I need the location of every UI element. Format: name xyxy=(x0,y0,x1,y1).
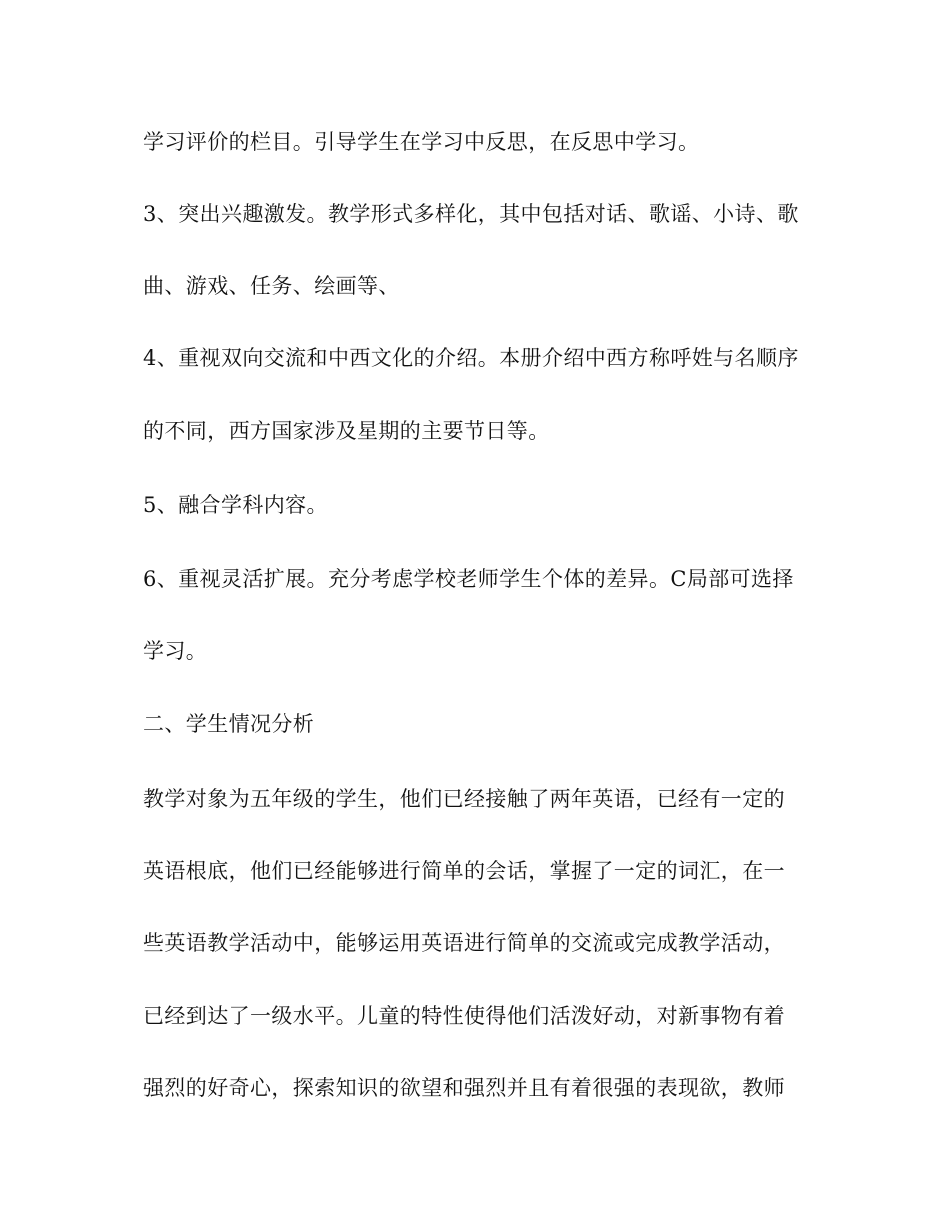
text-line: 曲、游戏、任务、绘画等、 xyxy=(143,274,400,298)
text-line: 已经到达了一级水平。儿童的特性使得他们活泼好动，对新事物有着 xyxy=(143,1004,785,1028)
text-line: 些英语教学活动中，能够运用英语进行简单的交流或完成教学活动， xyxy=(143,931,785,955)
text-line: 4、重视双向交流和中西文化的介绍。本册介绍中西方称呼姓与名顺序 xyxy=(143,346,799,370)
text-line: 的不同，西方国家涉及星期的主要节日等。 xyxy=(143,419,550,443)
text-line: 强烈的好奇心，探索知识的欲望和强烈并且有着很强的表现欲，教师 xyxy=(143,1076,785,1100)
text-line: 5、融合学科内容。 xyxy=(143,493,328,517)
text-line: 学习评价的栏目。引导学生在学习中反思，在反思中学习。 xyxy=(143,130,700,154)
text-line: 3、突出兴趣激发。教学形式多样化，其中包括对话、歌谣、小诗、歌 xyxy=(143,202,799,226)
text-line: 6、重视灵活扩展。充分考虑学校老师学生个体的差异。C局部可选择 xyxy=(143,567,794,591)
text-line: 英语根底，他们已经能够进行简单的会话，掌握了一定的词汇，在一 xyxy=(143,859,785,883)
text-line: 学习。 xyxy=(143,639,208,663)
text-line: 教学对象为五年级的学生，他们已经接触了两年英语，已经有一定的 xyxy=(143,787,785,811)
section-heading: 二、学生情况分析 xyxy=(143,712,315,736)
